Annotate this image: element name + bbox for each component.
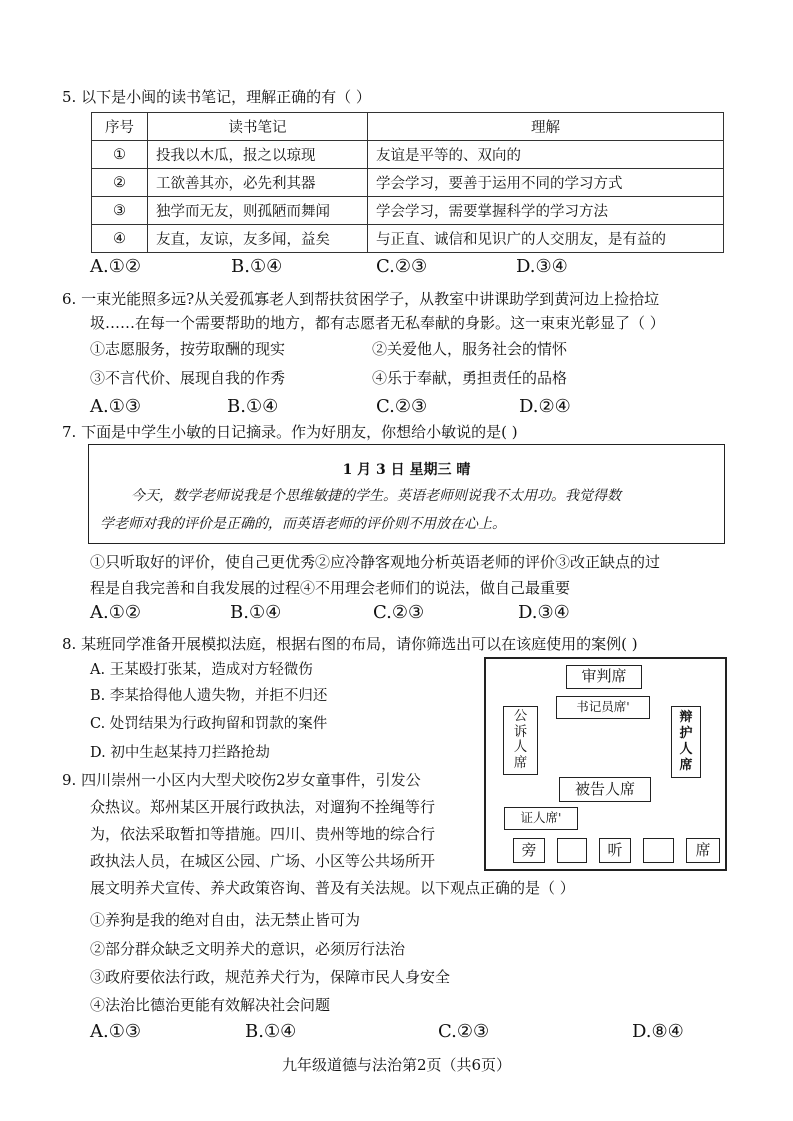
q6-choice-3: ③不言代价、展现自我的作秀 bbox=[90, 369, 286, 387]
defense-char: 席 bbox=[679, 758, 693, 773]
q6-option-c[interactable]: C.②③ bbox=[376, 396, 428, 417]
defense-seat bbox=[671, 706, 701, 778]
q6-choice-4: ④乐于奉献，勇担责任的品格 bbox=[372, 369, 568, 387]
q9-stem-line1: 9. 四川崇州一小区内大型犬咬伤2岁女童事件，引发公 bbox=[62, 771, 421, 789]
q8-choice-a[interactable]: A. 王某殴打张某，造成对方轻微伤 bbox=[90, 662, 313, 678]
reading-notes-table bbox=[91, 112, 724, 253]
q6-choice-2: ②关爱他人，服务社会的情怀 bbox=[372, 340, 568, 358]
q7-option-d[interactable]: D.③④ bbox=[518, 602, 570, 623]
q6-option-b[interactable]: B.①④ bbox=[227, 396, 279, 417]
q7-choices-line1: ①只听取好的评价，使自己更优秀②应冷静客观地分析英语老师的评价③改正缺点的过 bbox=[90, 553, 661, 571]
q8-choice-d[interactable]: D. 初中生赵某持刀拦路抢劫 bbox=[90, 745, 270, 761]
q7-option-b[interactable]: B.①④ bbox=[230, 602, 282, 623]
clerk-seat: 书记员席' bbox=[556, 696, 650, 719]
table-row bbox=[92, 169, 724, 197]
defendant-seat: 被告人席 bbox=[559, 777, 651, 802]
defense-char: 护 bbox=[679, 726, 693, 741]
gallery-seat: 席 bbox=[686, 838, 720, 863]
q6-stem-line2: 圾……在每一个需要帮助的地方，都有志愿者无私奉献的身影。这一束束光彰显了（ ） bbox=[90, 314, 665, 332]
diary-line1: 今天，数学老师说我是个思维敏捷的学生。英语老师则说我不太用功。我觉得数 bbox=[131, 488, 621, 504]
row-note: 独学而无友，则孤陋而舞闻 bbox=[148, 197, 368, 225]
q8-choice-b[interactable]: B. 李某拾得他人遗失物，并拒不归还 bbox=[90, 688, 328, 704]
defense-char: 辩 bbox=[679, 710, 693, 725]
q5-option-a[interactable]: A.①② bbox=[90, 256, 141, 277]
header-understanding: 理解 bbox=[368, 113, 724, 141]
q9-choice-4: ④法治比德治更能有效解决社会问题 bbox=[90, 996, 331, 1014]
q8-stem: 8. 某班同学准备开展模拟法庭，根据右图的布局，请你筛选出可以在该庭使用的案例( ) bbox=[62, 635, 638, 653]
gallery-seat: 听 bbox=[599, 838, 631, 863]
q7-option-c[interactable]: C.②③ bbox=[373, 602, 425, 623]
q7-option-a[interactable]: A.①② bbox=[90, 602, 141, 623]
q9-choice-2: ②部分群众缺乏文明养犬的意识，必须厉行法治 bbox=[90, 940, 406, 958]
q9-stem-line2: 众热议。郑州某区开展行政执法，对遛狗不拴绳等行 bbox=[90, 798, 436, 816]
row-note: 友直，友谅，友多闻，益矣 bbox=[148, 225, 368, 253]
q9-option-a[interactable]: A.①③ bbox=[90, 1021, 141, 1042]
row-understanding: 与正直、诚信和见识广的人交朋友，是有益的 bbox=[368, 225, 724, 253]
q7-stem: 7. 下面是中学生小敏的日记摘录。作为好朋友，你想给小敏说的是( ) bbox=[62, 423, 518, 441]
gallery-seat bbox=[557, 838, 587, 863]
q7-choices-line2: 程是自我完善和自我发展的过程④不用理会老师们的说法，做自己最重要 bbox=[90, 579, 571, 597]
row-index: ② bbox=[92, 169, 148, 197]
prosecution-char: 人 bbox=[513, 739, 528, 755]
prosecution-char: 诉 bbox=[513, 723, 528, 740]
diary-title: 1 月 3 日 星期三 晴 bbox=[342, 462, 471, 478]
q9-choice-1: ①养狗是我的绝对自由，法无禁止皆可为 bbox=[90, 911, 361, 929]
row-index: ③ bbox=[92, 197, 148, 225]
row-index: ① bbox=[92, 141, 148, 169]
q8-choice-c[interactable]: C. 处罚结果为行政拘留和罚款的案件 bbox=[90, 716, 328, 732]
q6-option-a[interactable]: A.①③ bbox=[90, 396, 141, 417]
prosecution-char: 席 bbox=[513, 754, 528, 771]
row-note: 投我以木瓜，报之以琼现 bbox=[148, 141, 368, 169]
row-note: 工欲善其亦，必先利其器 bbox=[148, 169, 368, 197]
header-index: 序号 bbox=[92, 113, 148, 141]
gallery-seat: 旁 bbox=[513, 838, 545, 863]
witness-seat: 证人席' bbox=[504, 807, 578, 830]
q9-choice-3: ③政府要依法行政，规范养犬行为，保障市民人身安全 bbox=[90, 968, 451, 986]
table-row bbox=[92, 141, 724, 169]
prosecution-char: 公 bbox=[513, 708, 528, 724]
row-understanding: 学会学习，要善于运用不同的学习方式 bbox=[368, 169, 724, 197]
row-understanding: 友谊是平等的、双向的 bbox=[368, 141, 724, 169]
row-understanding: 学会学习，需要掌握科学的学习方法 bbox=[368, 197, 724, 225]
q5-stem: 5. 以下是小闽的读书笔记，理解正确的有（ ） bbox=[62, 88, 371, 106]
gallery-seat bbox=[643, 838, 674, 863]
q6-option-d[interactable]: D.②④ bbox=[519, 396, 571, 417]
q9-option-c[interactable]: C.②③ bbox=[438, 1021, 490, 1042]
row-index: ④ bbox=[92, 225, 148, 253]
q5-option-d[interactable]: D.③④ bbox=[516, 256, 568, 277]
q5-option-b[interactable]: B.①④ bbox=[231, 256, 283, 277]
q6-choice-1: ①志愿服务，按劳取酬的现实 bbox=[90, 340, 286, 358]
q9-stem-line4: 政执法人员，在城区公园、广场、小区等公共场所开 bbox=[90, 852, 436, 870]
q9-stem-line5: 展文明养犬宣传、养犬政策咨询、普及有关法规。以下观点正确的是（ ） bbox=[90, 879, 575, 897]
q5-option-c[interactable]: C.②③ bbox=[376, 256, 428, 277]
q9-option-d[interactable]: D.⑧④ bbox=[632, 1021, 684, 1042]
q9-stem-line3: 为，依法采取暂扣等措施。四川、贵州等地的综合行 bbox=[90, 825, 436, 843]
table-row bbox=[92, 197, 724, 225]
courtroom-diagram bbox=[484, 657, 727, 871]
page-footer: 九年级道德与法治第2页（共6页） bbox=[281, 1056, 512, 1074]
judge-seat: 审判席 bbox=[566, 665, 642, 689]
defense-char: 人 bbox=[679, 742, 693, 757]
table-row bbox=[92, 225, 724, 253]
prosecution-seat bbox=[503, 706, 538, 775]
q9-option-b[interactable]: B.①④ bbox=[245, 1021, 297, 1042]
table-header-row bbox=[92, 113, 724, 141]
diary-line2: 学老师对我的评价是正确的，而英语老师的评价则不用放在心上。 bbox=[100, 516, 506, 532]
q6-stem-line1: 6. 一束光能照多远?从关爱孤寡老人到帮扶贫困学子，从教室中讲课助学到黄河边上捡拾垃 bbox=[62, 290, 660, 308]
header-notes: 读书笔记 bbox=[148, 113, 368, 141]
